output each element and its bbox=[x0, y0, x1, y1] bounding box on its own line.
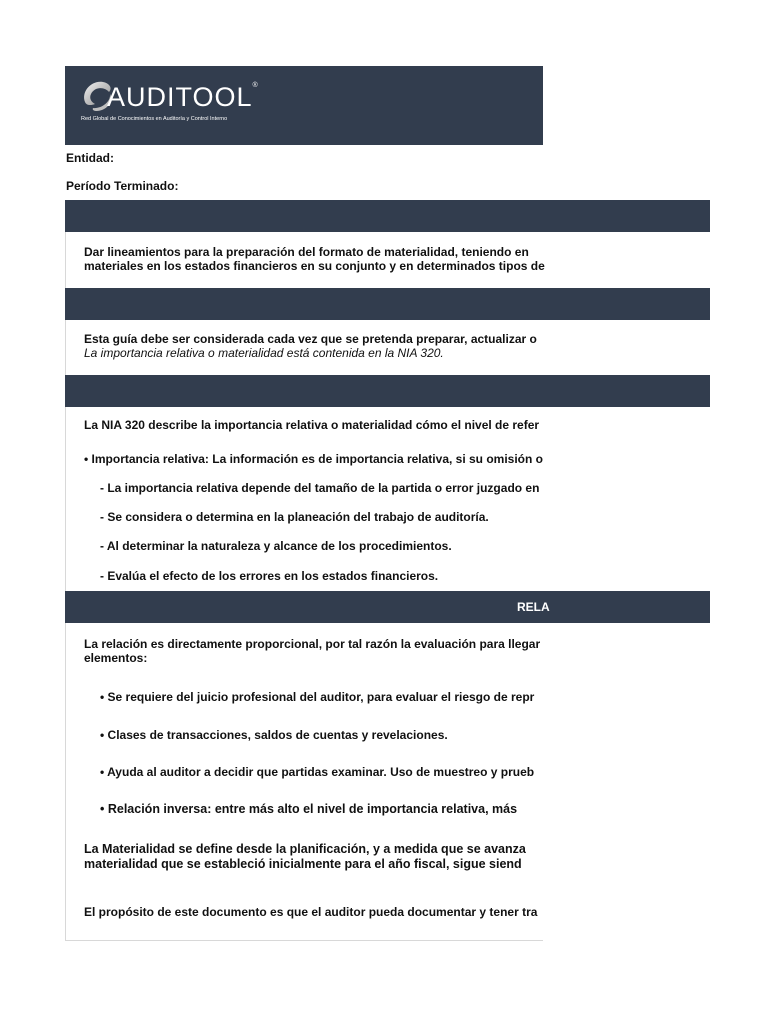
section-band-objective bbox=[65, 200, 710, 232]
objective-line-2: materiales en los estados financieros en su conjunto y en determinados tipos de bbox=[84, 259, 545, 273]
concept-sub-3: - Al determinar la naturaleza y alcance de los procedimientos. bbox=[100, 539, 452, 553]
logo-name: AUDITOOL bbox=[107, 82, 253, 112]
relation-paragraph-2: materialidad que se estableció inicialmente para el año fiscal, sigue siend bbox=[84, 857, 522, 871]
relation-title: RELA bbox=[517, 600, 550, 614]
relation-paragraph-1: La Materialidad se define desde la planificación, y a medida que se avanza bbox=[84, 842, 526, 856]
logo bbox=[79, 76, 279, 128]
content-border-left bbox=[65, 232, 66, 940]
relation-bullet-2: • Clases de transacciones, saldos de cuentas y revelaciones. bbox=[100, 728, 448, 742]
section-band-concept bbox=[65, 375, 710, 407]
relation-bullet-3: • Ayuda al auditor a decidir que partidas examinar. Uso de muestreo y prueb bbox=[100, 765, 535, 779]
scope-line-1: Esta guía debe ser considerada cada vez que se pretenda preparar, actualizar o bbox=[84, 332, 537, 346]
entidad-label: Entidad: bbox=[66, 151, 114, 165]
relation-intro-2: elementos: bbox=[84, 651, 148, 665]
scope-line-2: La importancia relativa o materialidad está contenida en la NIA 320. bbox=[84, 346, 444, 360]
relation-paragraph-3: El propósito de este documento es que el auditor pueda documentar y tener tra bbox=[84, 905, 538, 919]
periodo-label: Período Terminado: bbox=[66, 179, 179, 193]
logo-tagline: Red Global de Conocimientos en Auditoría y Control Interno bbox=[81, 116, 228, 122]
section-band-relation bbox=[65, 591, 710, 623]
objective-line-1: Dar lineamientos para la preparación del formato de materialidad, teniendo en bbox=[84, 245, 529, 259]
relation-intro-1: La relación es directamente proporcional, por tal razón la evaluación para llegar bbox=[84, 637, 541, 651]
relation-bullet-4: • Relación inversa: entre más alto el nivel de importancia relativa, más bbox=[100, 802, 518, 816]
concept-bullet: • Importancia relativa: La información es de importancia relativa, si su omisión o bbox=[84, 452, 543, 466]
logo-registered: ® bbox=[252, 82, 259, 89]
concept-intro: La NIA 320 describe la importancia relativa o materialidad cómo el nivel de refer bbox=[84, 418, 540, 432]
relation-bullet-1: • Se requiere del juicio profesional del auditor, para evaluar el riesgo de repr bbox=[100, 690, 535, 704]
section-band-scope bbox=[65, 288, 710, 320]
header-banner bbox=[65, 66, 543, 145]
content-border-bottom bbox=[65, 940, 543, 941]
concept-sub-1: - La importancia relativa depende del tamaño de la partida o error juzgado en bbox=[100, 481, 540, 495]
concept-sub-2: - Se considera o determina en la planeación del trabajo de auditoría. bbox=[100, 510, 489, 524]
concept-sub-4: - Evalúa el efecto de los errores en los estados financieros. bbox=[100, 569, 439, 583]
